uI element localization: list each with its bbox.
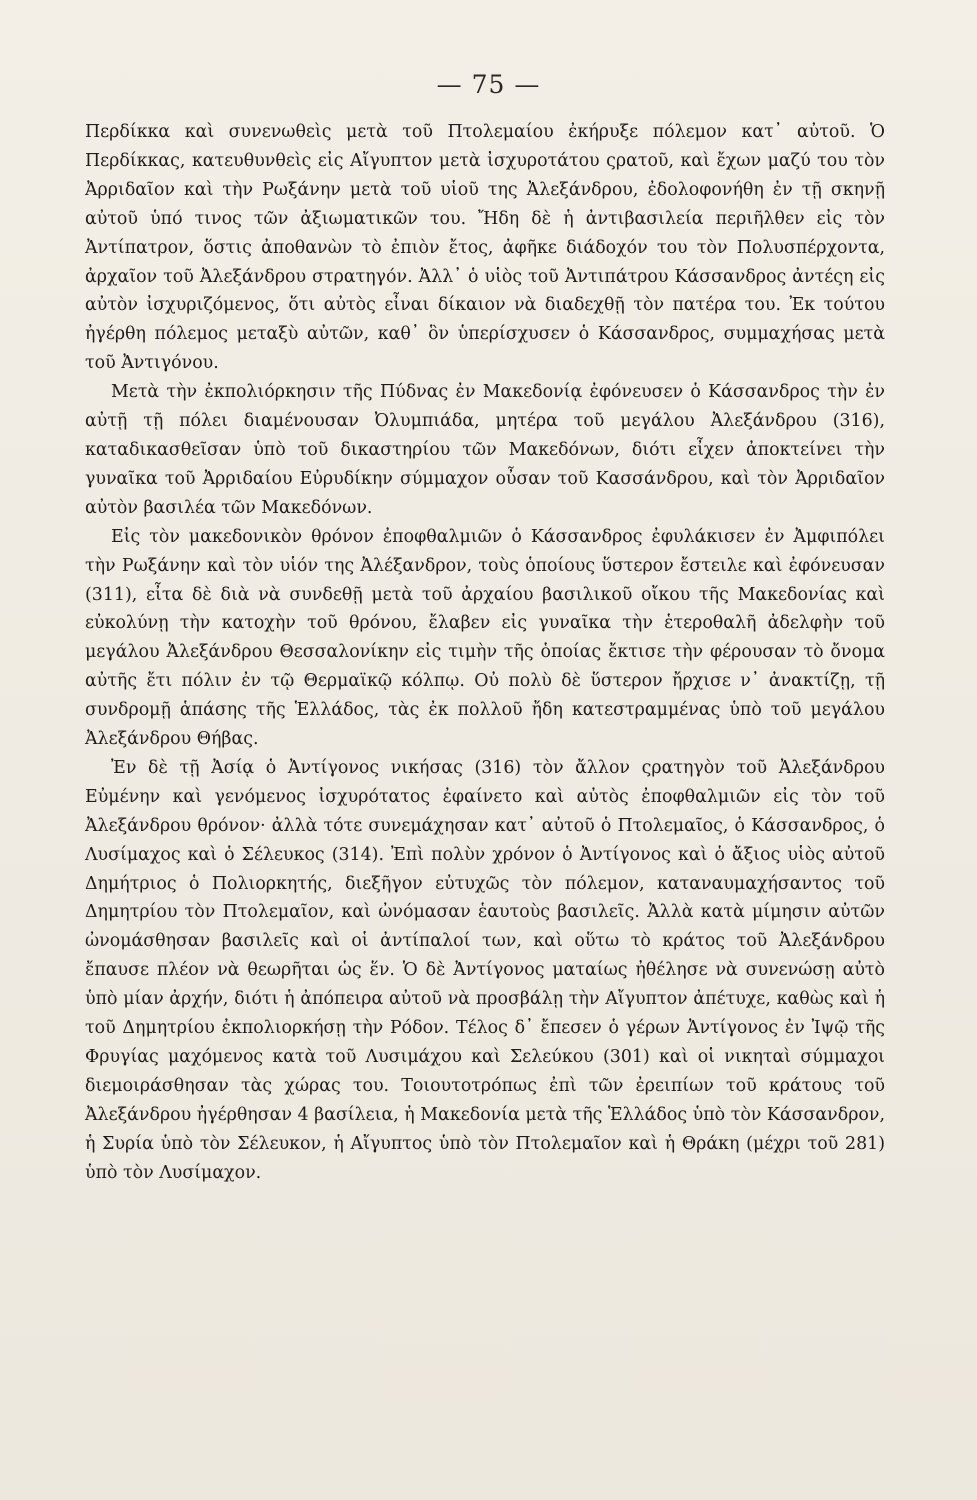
paragraph-1: Περδίκκα καὶ συνενωθεὶς μετὰ τοῦ Πτολεμαίου ἐκήρυξε πόλεμον κατ᾽ αὐτοῦ. Ὁ Περδίκκας, κατευθυνθεὶς εἰς Αἴγυπτον μετὰ ἰσχυροτάτου ςρατοῦ, καὶ ἔχων μαζύ του τὸν Ἀρριδαῖον καὶ τὴν Ρωξάνην μετὰ τοῦ υἱοῦ της Ἀλεξάνδρου, ἐδολοφονήθη ἐν τῇ σκηνῇ αὐτοῦ ὑπό τινος τῶν ἀξιωματικῶν του. Ἤδη δὲ ἡ ἀντιβασιλεία περιῆλθεν εἰς τὸν Ἀντίπατρον, ὅστις ἀποθανὼν τὸ ἐπιὸν ἔτος, ἀφῆκε διάδοχόν του τὸν Πολυσπέρχοντα, ἀρχαῖον τοῦ Ἀλεξάνδρου στρατηγόν. Ἀλλ᾽ ὁ υἱὸς τοῦ Ἀντιπάτρου Κάσσανδρος ἀντέςη εἰς αὐτὸν ἰσχυριζόμενος, ὅτι αὐτὸς εἶναι δίκαιον νὰ διαδεχθῇ τὸν πατέρα του. Ἐκ τούτου ἠγέρθη πόλεμος μεταξὺ αὐτῶν, καθ᾽ ὃν ὑπερίσχυσεν ὁ Κάσσανδρος, συμμαχήσας μετὰ τοῦ Ἀντιγόνου. xyxy=(85,122,885,374)
paragraph-4: Ἐν δὲ τῇ Ἀσίᾳ ὁ Ἀντίγονος νικήσας (316) τὸν ἄλλον ςρατηγὸν τοῦ Ἀλεξάνδρου Εὐμένην καὶ γενόμενος ἰσχυρότατος ἐφαίνετο καὶ αὐτὸς ἐποφθαλμιῶν εἰς τὸν τοῦ Ἀλεξάνδρου θρόνον· ἀλλὰ τότε συνεμάχησαν κατ᾽ αὐτοῦ ὁ Πτολεμαῖος, ὁ Κάσσανδρος, ὁ Λυσίμαχος καὶ ὁ Σέλευκος (314). Ἐπὶ πολὺν χρόνον ὁ Ἀντίγονος καὶ ὁ ἄξιος υἱὸς αὐτοῦ Δημήτριος ὁ Πολιορκητής, διεξῆγον εὐτυχῶς τὸν πόλεμον, καταναυμαχήσαντος τοῦ Δημητρίου τὸν Πτολεμαῖον, καὶ ὠνόμασαν ἑαυτοὺς βασιλεῖς. Ἀλλὰ κατὰ μίμησιν αὐτῶν ὠνομάσθησαν βασιλεῖς καὶ οἱ ἀντίπαλοί των, καὶ οὕτω τὸ κράτος τοῦ Ἀλεξάνδρου ἔπαυσε πλέον νὰ θεωρῆται ὡς ἕν. Ὁ δὲ Ἀντίγονος ματαίως ἠθέλησε νὰ συνενώσῃ αὐτὸ ὑπὸ μίαν ἀρχήν, διότι ἡ ἀπόπειρα αὐτοῦ νὰ προσβάλῃ τὴν Αἴγυπτον ἀπέτυχε, καθὼς καὶ ἡ τοῦ Δημητρίου ἐκπολιορκήσῃ τὴν Ρόδον. Τέλος δ᾽ ἔπεσεν ὁ γέρων Ἀντίγονος ἐν Ἰψῷ τῆς Φρυγίας μαχόμενος κατὰ τοῦ Λυσιμάχου καὶ Σελεύκου (301) καὶ οἱ νικηταὶ σύμμαχοι διεμοιράσθησαν τὰς χώρας του. Τοιουτοτρόπως ἐπὶ τῶν ἐρειπίων τοῦ κράτους τοῦ Ἀλεξάνδρου ἠγέρθησαν 4 βασίλεια, ἡ Μακεδονία μετὰ τῆς Ἑλλάδος ὑπὸ τὸν Κάσσανδρον, ἡ Συρία ὑπὸ τὸν Σέλευκον, ἡ Αἴγυπτος ὑπὸ τὸν Πτολεμαῖον καὶ ἡ Θράκη (μέχρι τοῦ 281) ὑπὸ τὸν Λυσίμαχον. xyxy=(85,757,885,1183)
page-number: — 75 — xyxy=(436,70,541,99)
body-text xyxy=(85,118,885,1188)
paragraph-3: Εἰς τὸν μακεδονικὸν θρόνον ἐποφθαλμιῶν ὁ Κάσσανδρος ἐφυλάκισεν ἐν Ἀμφιπόλει τὴν Ρωξάνην καὶ τὸν υἱόν της Ἀλέξανδρον, τοὺς ὁποίους ὕστερον ἔστειλε καὶ ἐφόνευσαν (311), εἶτα δὲ διὰ νὰ συνδεθῇ μετὰ τοῦ ἀρχαίου βασιλικοῦ οἴκου τῆς Μακεδονίας καὶ εὐκολύνῃ τὴν κατοχὴν τοῦ θρόνου, ἔλαβεν εἰς γυναῖκα τὴν ἑτεροθαλῆ ἀδελφὴν τοῦ μεγάλου Ἀλεξάνδρου Θεσσαλονίκην εἰς τιμὴν τῆς ὁποίας ἔκτισε τὴν φέρουσαν τὸ ὄνομα αὐτῆς ἔτι πόλιν ἐν τῷ Θερμαϊκῷ κόλπῳ. Οὐ πολὺ δὲ ὕστερον ἤρχισε ν᾽ ἀνακτίζῃ, τῇ συνδρομῇ ἁπάσης τῆς Ἑλλάδος, τὰς ἐκ πολλοῦ ἤδη κατεστραμμένας ὑπὸ τοῦ μεγάλου Ἀλεξάνδρου Θήβας. xyxy=(85,526,885,750)
paragraph-2: Μετὰ τὴν ἐκπολιόρκησιν τῆς Πύδνας ἐν Μακεδονίᾳ ἐφόνευσεν ὁ Κάσσανδρος τὴν ἐν αὐτῇ τῇ πόλει διαμένουσαν Ὀλυμπιάδα, μητέρα τοῦ μεγάλου Ἀλεξάνδρου (316), καταδικασθεῖσαν ὑπὸ τοῦ δικαστηρίου τῶν Μακεδόνων, διότι εἶχεν ἀποκτείνει τὴν γυναῖκα τοῦ Ἀρριδαίου Εὐρυδίκην σύμμαχον οὖσαν τοῦ Κασσάνδρου, καὶ τὸν Ἀρριδαῖον αὐτὸν βασιλέα τῶν Μακεδόνων. xyxy=(85,382,885,518)
